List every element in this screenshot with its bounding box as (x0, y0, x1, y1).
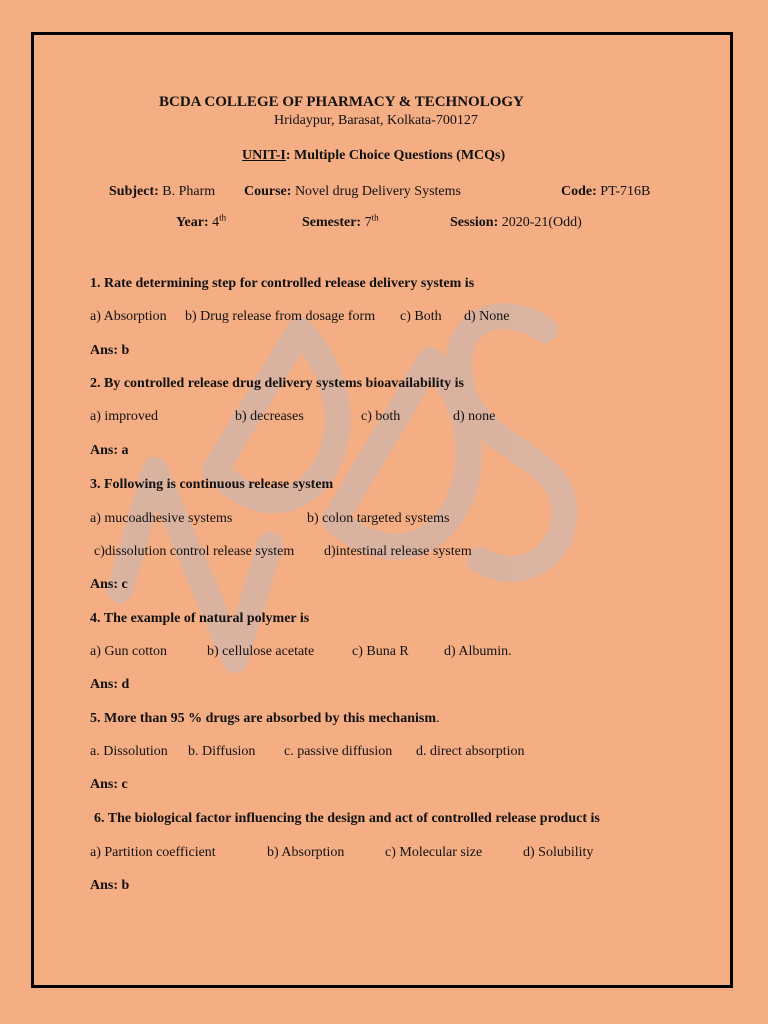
semester-line (302, 212, 379, 231)
question-6-answer: Ans: b (90, 878, 130, 893)
course-label: Course: (244, 184, 292, 199)
college-address: Hridaypur, Barasat, Kolkata-700127 (274, 113, 478, 128)
unit-title (242, 148, 505, 164)
question-1-text: 1. Rate determining step for controlled release delivery system is (90, 276, 475, 291)
question-4-option-d: d) Albumin. (444, 644, 512, 659)
semester-sup: th (371, 212, 379, 223)
question-5-option-b: b. Diffusion (188, 744, 256, 759)
question-3-option-d: d)intestinal release system (324, 544, 472, 559)
question-5-option-c: c. passive diffusion (284, 744, 393, 759)
question-6-option-d: d) Solubility (523, 845, 594, 860)
question-5-answer: Ans: c (90, 777, 128, 792)
question-5-option-d: d. direct absorption (416, 744, 525, 759)
session-value: 2020-21(Odd) (501, 215, 582, 230)
year-line (176, 212, 227, 231)
question-6-option-c: c) Molecular size (385, 845, 483, 860)
unit-subtitle: : Multiple Choice Questions (MCQs) (285, 148, 506, 163)
question-4-option-c: c) Buna R (352, 644, 409, 659)
question-6-option-a: a) Partition coefficient (90, 845, 216, 860)
question-3-option-a: a) mucoadhesive systems (90, 511, 233, 526)
college-name: BCDA COLLEGE OF PHARMACY & TECHNOLOGY (159, 94, 524, 110)
question-3-answer: Ans: c (90, 577, 128, 592)
code-label: Code: (561, 184, 597, 199)
session-label: Session: (450, 215, 499, 230)
subject-label: Subject: (109, 184, 159, 199)
question-4-option-b: b) cellulose acetate (207, 644, 315, 659)
semester-label: Semester: (302, 215, 362, 230)
question-5-line (90, 711, 440, 727)
semester-value: 7 (364, 215, 372, 230)
question-2-option-d: d) none (453, 409, 496, 424)
unit-label: UNIT-I (242, 148, 286, 163)
question-1-option-c: c) Both (400, 309, 442, 324)
question-5-option-a: a. Dissolution (90, 744, 168, 759)
question-3-option-b: b) colon targeted systems (307, 511, 450, 526)
year-sup: th (219, 212, 227, 223)
code-value: PT-716B (600, 184, 651, 199)
question-3-text: 3. Following is continuous release system (90, 477, 334, 492)
question-1-option-b: b) Drug release from dosage form (185, 309, 376, 324)
question-4-text: 4. The example of natural polymer is (90, 611, 310, 626)
question-2-option-b: b) decreases (235, 409, 304, 424)
subject-line (109, 184, 215, 200)
question-2-option-a: a) improved (90, 409, 159, 424)
question-3-option-c: c)dissolution control release system (94, 544, 295, 559)
year-label: Year: (176, 215, 209, 230)
subject-value: B. Pharm (162, 184, 216, 199)
course-value: Novel drug Delivery Systems (294, 184, 461, 199)
question-5-text: 5. More than 95 % drugs are absorbed by this mechanism (90, 711, 437, 726)
question-2-answer: Ans: a (90, 443, 129, 458)
code-line (561, 184, 650, 200)
question-1-option-a: a) Absorption (90, 309, 167, 324)
course-line (244, 184, 461, 200)
question-1-option-d: d) None (464, 309, 510, 324)
question-5-tail: . (436, 711, 440, 726)
question-6-option-b: b) Absorption (267, 845, 345, 860)
question-2-text: 2. By controlled release drug delivery systems bioavailability is (90, 376, 464, 391)
question-2-option-c: c) both (361, 409, 401, 424)
session-line (450, 215, 582, 231)
year-value: 4 (212, 215, 220, 230)
question-1-answer: Ans: b (90, 343, 130, 358)
question-6-text: 6. The biological factor influencing the design and act of controlled release product is (94, 811, 600, 826)
question-4-answer: Ans: d (90, 677, 130, 692)
question-4-option-a: a) Gun cotton (90, 644, 167, 659)
